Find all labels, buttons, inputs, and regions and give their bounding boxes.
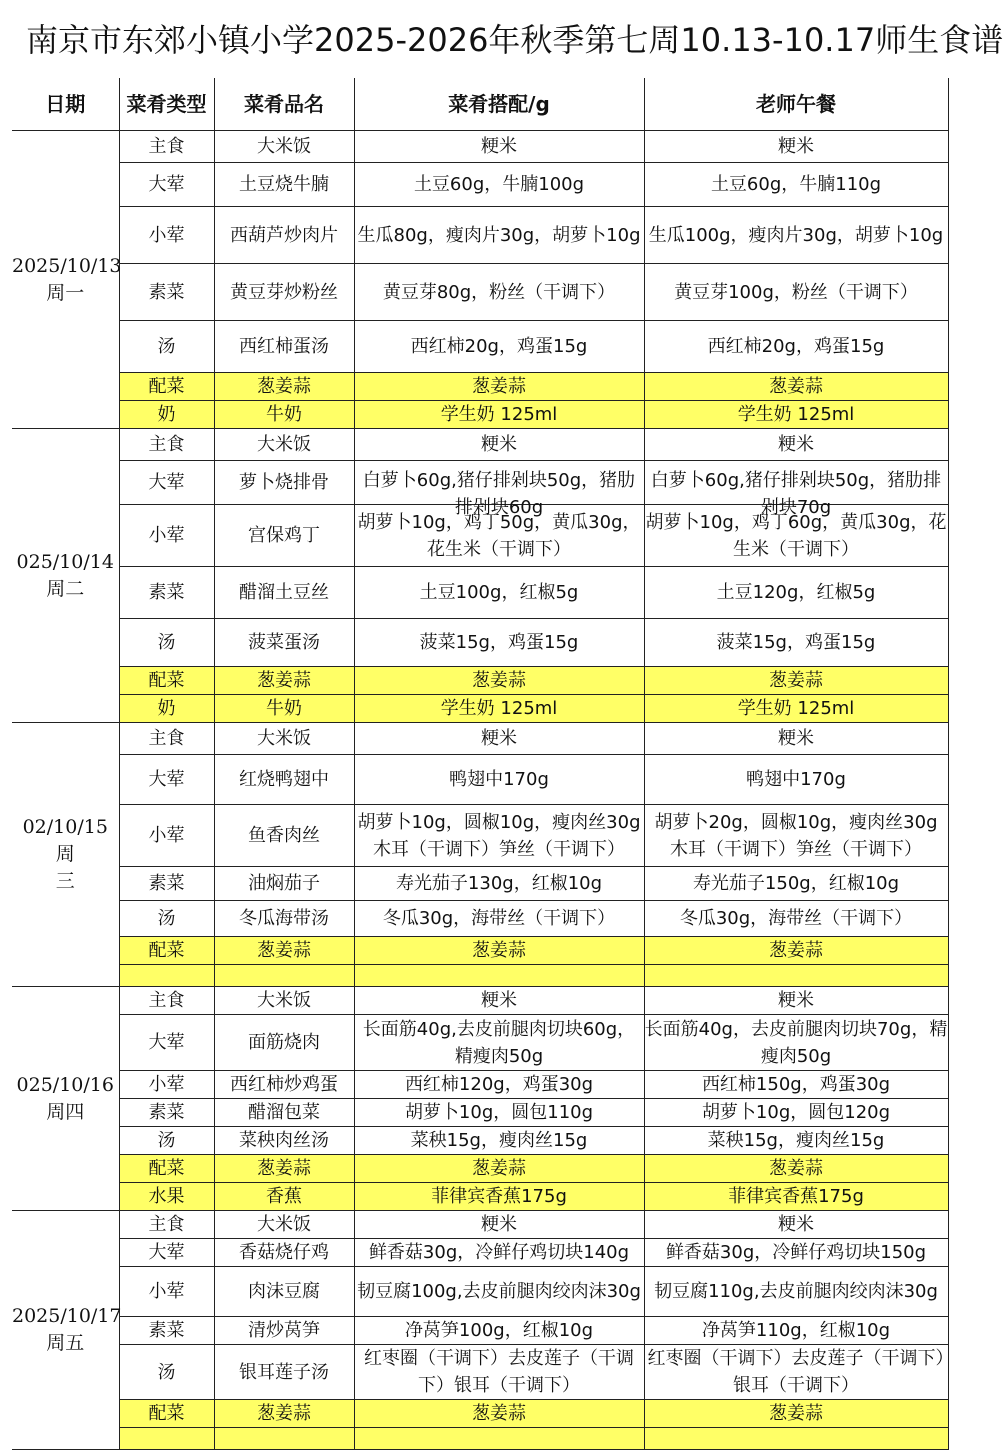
dish-name: 鱼香肉丝 [214, 805, 354, 867]
table-row [12, 937, 948, 965]
dish-type: 小荤 [119, 207, 214, 264]
student-portion: 学生奶 125ml [354, 401, 644, 429]
table-row [12, 723, 948, 755]
teacher-portion: 鲜香菇30g，冷鲜仔鸡切块150g [644, 1239, 948, 1267]
dish-name: 油焖茄子 [214, 867, 354, 901]
dish-type: 配菜 [119, 937, 214, 965]
dish-type: 大荤 [119, 163, 214, 207]
table-row [12, 1211, 948, 1239]
dish-name: 红烧鸭翅中 [214, 755, 354, 805]
dish-type: 素菜 [119, 1317, 214, 1345]
dish-name: 西红柿炒鸡蛋 [214, 1071, 354, 1099]
header-name: 菜肴品名 [214, 78, 354, 131]
student-portion: 土豆60g，牛腩100g [354, 163, 644, 207]
dish-name [214, 965, 354, 987]
dish-type [119, 965, 214, 987]
dish-name: 牛奶 [214, 401, 354, 429]
table-row [12, 1345, 948, 1400]
student-portion: 土豆100g，红椒5g [354, 567, 644, 619]
dish-name: 牛奶 [214, 695, 354, 723]
table-row [12, 805, 948, 867]
teacher-portion: 胡萝卜20g，圆椒10g，瘦肉丝30g 木耳（干调下）笋丝（干调下） [644, 805, 948, 867]
date-cell: 02/10/15 周 三 [12, 723, 119, 987]
dish-type: 配菜 [119, 1155, 214, 1183]
dish-type: 小荤 [119, 1267, 214, 1317]
student-portion [354, 965, 644, 987]
table-row [12, 461, 948, 505]
header-portion: 菜肴搭配/g [354, 78, 644, 131]
table-row [12, 163, 948, 207]
table-row [12, 619, 948, 667]
dish-name: 土豆烧牛腩 [214, 163, 354, 207]
teacher-portion [644, 1428, 948, 1450]
dish-type: 汤 [119, 321, 214, 373]
date-cell: 2025/10/13 周一 [12, 131, 119, 429]
table-row [12, 1267, 948, 1317]
dish-type: 素菜 [119, 264, 214, 321]
dish-type: 水果 [119, 1183, 214, 1211]
student-portion: 葱姜蒜 [354, 667, 644, 695]
teacher-portion: 粳米 [644, 987, 948, 1015]
student-portion: 粳米 [354, 131, 644, 163]
student-portion: 菜秧15g，瘦肉丝15g [354, 1127, 644, 1155]
table-row [12, 695, 948, 723]
dish-name: 宫保鸡丁 [214, 505, 354, 567]
dish-name: 大米饭 [214, 429, 354, 461]
dish-type: 汤 [119, 1345, 214, 1400]
dish-type: 素菜 [119, 867, 214, 901]
student-portion: 葱姜蒜 [354, 1155, 644, 1183]
date-cell: 025/10/16 周四 [12, 987, 119, 1211]
student-portion: 长面筋40g,去皮前腿肉切块60g，精瘦肉50g [354, 1015, 644, 1071]
table-row [12, 321, 948, 373]
dish-name: 银耳莲子汤 [214, 1345, 354, 1400]
student-portion: 粳米 [354, 987, 644, 1015]
table-row [12, 1239, 948, 1267]
teacher-portion: 土豆60g，牛腩110g [644, 163, 948, 207]
teacher-portion: 韧豆腐110g,去皮前腿肉绞肉沫30g [644, 1267, 948, 1317]
table-row [12, 1099, 948, 1127]
dish-name: 西葫芦炒肉片 [214, 207, 354, 264]
dish-type: 主食 [119, 987, 214, 1015]
dish-type: 小荤 [119, 805, 214, 867]
dish-type: 素菜 [119, 1099, 214, 1127]
table-row [12, 505, 948, 567]
teacher-portion [644, 965, 948, 987]
dish-name: 醋溜土豆丝 [214, 567, 354, 619]
student-portion: 胡萝卜10g，鸡丁50g，黄瓜30g，花生米（干调下） [354, 505, 644, 567]
menu-table [12, 78, 949, 1450]
dish-name: 香菇烧仔鸡 [214, 1239, 354, 1267]
dish-type: 汤 [119, 901, 214, 937]
teacher-portion: 胡萝卜10g，鸡丁60g，黄瓜30g，花生米（干调下） [644, 505, 948, 567]
teacher-portion: 长面筋40g，去皮前腿肉切块70g，精瘦肉50g [644, 1015, 948, 1071]
dish-name: 大米饭 [214, 1211, 354, 1239]
teacher-portion: 粳米 [644, 1211, 948, 1239]
student-portion: 西红柿20g，鸡蛋15g [354, 321, 644, 373]
dish-name: 醋溜包菜 [214, 1099, 354, 1127]
dish-type: 大荤 [119, 1015, 214, 1071]
date-cell: 025/10/14 周二 [12, 429, 119, 723]
dish-type: 素菜 [119, 567, 214, 619]
page-title: 南京市东郊小镇小学2025-2026年秋季第七周10.13-10.17师生食谱 [26, 21, 1003, 59]
dish-type: 奶 [119, 401, 214, 429]
dish-name: 黄豆芽炒粉丝 [214, 264, 354, 321]
teacher-portion: 粳米 [644, 131, 948, 163]
student-portion: 菲律宾香蕉175g [354, 1183, 644, 1211]
student-portion: 粳米 [354, 1211, 644, 1239]
dish-name: 葱姜蒜 [214, 1400, 354, 1428]
header-teacher: 老师午餐 [644, 78, 948, 131]
teacher-portion: 鸭翅中170g [644, 755, 948, 805]
teacher-portion: 土豆120g，红椒5g [644, 567, 948, 619]
teacher-portion: 粳米 [644, 429, 948, 461]
student-portion: 韧豆腐100g,去皮前腿肉绞肉沫30g [354, 1267, 644, 1317]
student-portion: 鲜香菇30g，冷鲜仔鸡切块140g [354, 1239, 644, 1267]
teacher-portion: 葱姜蒜 [644, 1155, 948, 1183]
teacher-portion: 西红柿20g，鸡蛋15g [644, 321, 948, 373]
student-portion: 寿光茄子130g，红椒10g [354, 867, 644, 901]
dish-name: 葱姜蒜 [214, 667, 354, 695]
teacher-portion: 菜秧15g，瘦肉丝15g [644, 1127, 948, 1155]
teacher-portion: 菠菜15g，鸡蛋15g [644, 619, 948, 667]
teacher-portion: 白萝卜60g,猪仔排剁块50g，猪肋排剁块70g [650, 469, 942, 518]
dish-name: 葱姜蒜 [214, 937, 354, 965]
table-row [12, 567, 948, 619]
student-portion: 鸭翅中170g [354, 755, 644, 805]
teacher-portion: 学生奶 125ml [644, 695, 948, 723]
teacher-portion: 西红柿150g，鸡蛋30g [644, 1071, 948, 1099]
table-row [12, 667, 948, 695]
teacher-portion: 胡萝卜10g，圆包120g [644, 1099, 948, 1127]
dish-type: 主食 [119, 723, 214, 755]
table-row [12, 1127, 948, 1155]
dish-type: 配菜 [119, 373, 214, 401]
teacher-portion: 寿光茄子150g，红椒10g [644, 867, 948, 901]
dish-name: 菠菜蛋汤 [214, 619, 354, 667]
dish-name: 葱姜蒜 [214, 1155, 354, 1183]
student-portion: 黄豆芽80g，粉丝（干调下） [354, 264, 644, 321]
dish-name: 葱姜蒜 [214, 373, 354, 401]
dish-type: 配菜 [119, 1400, 214, 1428]
dish-name: 面筋烧肉 [214, 1015, 354, 1071]
student-portion: 白萝卜60g,猪仔排剁块50g，猪肋排剁块60g [362, 469, 636, 518]
dish-type: 主食 [119, 429, 214, 461]
teacher-portion: 葱姜蒜 [644, 373, 948, 401]
student-portion: 胡萝卜10g，圆椒10g，瘦肉丝30g 木耳（干调下）笋丝（干调下） [354, 805, 644, 867]
dish-name: 西红柿蛋汤 [214, 321, 354, 373]
date-cell: 2025/10/17 周五 [12, 1211, 119, 1450]
dish-type: 大荤 [119, 1239, 214, 1267]
table-row [12, 131, 948, 163]
table-row [12, 207, 948, 264]
dish-type: 汤 [119, 619, 214, 667]
dish-name: 大米饭 [214, 131, 354, 163]
dish-type: 主食 [119, 1211, 214, 1239]
student-portion: 胡萝卜10g，圆包110g [354, 1099, 644, 1127]
teacher-portion-cell [644, 461, 948, 518]
student-portion: 净莴笋100g，红椒10g [354, 1317, 644, 1345]
student-portion-cell [354, 461, 644, 518]
table-row [12, 965, 948, 987]
table-row [12, 1183, 948, 1211]
student-portion: 生瓜80g，瘦肉片30g，胡萝卜10g [354, 207, 644, 264]
student-portion: 冬瓜30g，海带丝（干调下） [354, 901, 644, 937]
student-portion: 粳米 [354, 723, 644, 755]
table-row [12, 1317, 948, 1345]
table-row [12, 1155, 948, 1183]
dish-name: 香蕉 [214, 1183, 354, 1211]
teacher-portion: 菲律宾香蕉175g [644, 1183, 948, 1211]
table-row [12, 987, 948, 1015]
table-row [12, 1428, 948, 1450]
dish-type: 汤 [119, 1127, 214, 1155]
header-type: 菜肴类型 [119, 78, 214, 131]
dish-type: 大荤 [119, 461, 214, 505]
table-row [12, 1400, 948, 1428]
dish-type: 配菜 [119, 667, 214, 695]
table-row [12, 901, 948, 937]
dish-name: 大米饭 [214, 987, 354, 1015]
teacher-portion: 红枣圈（干调下）去皮莲子（干调下）银耳（干调下） [644, 1345, 948, 1400]
student-portion: 葱姜蒜 [354, 1400, 644, 1428]
table-row [12, 1071, 948, 1099]
header-date: 日期 [12, 78, 119, 131]
teacher-portion: 冬瓜30g，海带丝（干调下） [644, 901, 948, 937]
dish-name [214, 1428, 354, 1450]
teacher-portion: 学生奶 125ml [644, 401, 948, 429]
teacher-portion: 生瓜100g，瘦肉片30g，胡萝卜10g [644, 207, 948, 264]
table-row [12, 755, 948, 805]
student-portion: 西红柿120g，鸡蛋30g [354, 1071, 644, 1099]
dish-name: 萝卜烧排骨 [214, 461, 354, 505]
dish-name: 清炒莴笋 [214, 1317, 354, 1345]
dish-name: 肉沫豆腐 [214, 1267, 354, 1317]
table-row [12, 1015, 948, 1071]
dish-type: 奶 [119, 695, 214, 723]
table-row [12, 429, 948, 461]
dish-type: 主食 [119, 131, 214, 163]
teacher-portion: 葱姜蒜 [644, 667, 948, 695]
dish-type [119, 1428, 214, 1450]
teacher-portion: 粳米 [644, 723, 948, 755]
table-row [12, 264, 948, 321]
teacher-portion: 净莴笋110g，红椒10g [644, 1317, 948, 1345]
dish-name: 菜秧肉丝汤 [214, 1127, 354, 1155]
student-portion: 粳米 [354, 429, 644, 461]
table-row [12, 401, 948, 429]
dish-type: 大荤 [119, 755, 214, 805]
table-row [12, 373, 948, 401]
table-row [12, 867, 948, 901]
dish-type: 小荤 [119, 1071, 214, 1099]
student-portion: 红枣圈（干调下）去皮莲子（干调下）银耳（干调下） [354, 1345, 644, 1400]
student-portion [354, 1428, 644, 1450]
dish-name: 冬瓜海带汤 [214, 901, 354, 937]
student-portion: 葱姜蒜 [354, 937, 644, 965]
student-portion: 学生奶 125ml [354, 695, 644, 723]
dish-name: 大米饭 [214, 723, 354, 755]
teacher-portion: 葱姜蒜 [644, 1400, 948, 1428]
header-row [12, 78, 948, 131]
student-portion: 菠菜15g，鸡蛋15g [354, 619, 644, 667]
dish-type: 小荤 [119, 505, 214, 567]
teacher-portion: 葱姜蒜 [644, 937, 948, 965]
student-portion: 葱姜蒜 [354, 373, 644, 401]
teacher-portion: 黄豆芽100g，粉丝（干调下） [644, 264, 948, 321]
